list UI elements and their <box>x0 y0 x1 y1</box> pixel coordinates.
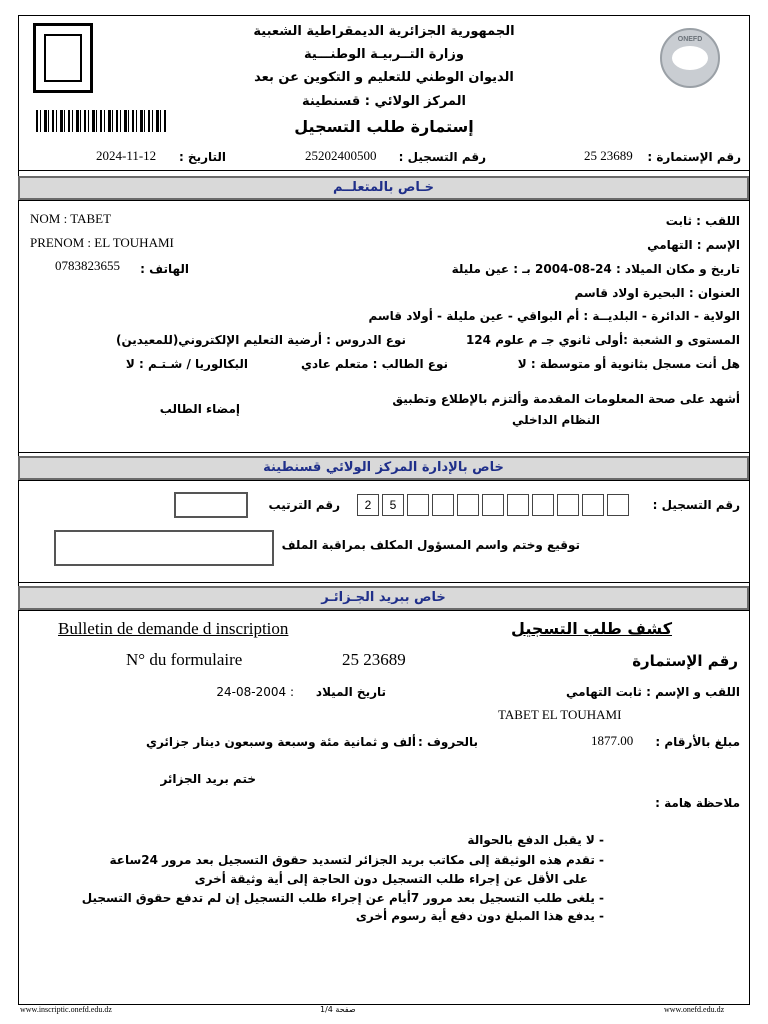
admin-section-header: خاص بالإدارة المركز الولائي قسنطينة <box>18 456 749 480</box>
footer-page-number: صفحة 1/4 <box>320 1005 356 1014</box>
nom-latin: NOM : TABET <box>30 211 112 226</box>
firstname-field: الإسم : التهامي <box>647 238 740 252</box>
note-item: - لا يقبل الدفع بالحوالة <box>467 833 604 847</box>
post-stamp-label: ختم بريد الجزائر <box>160 772 256 786</box>
phone-value: 0783823655 <box>55 258 120 273</box>
registration-cell[interactable] <box>507 494 529 516</box>
bac-field: البكالوريا / شـتـم : لا <box>125 357 248 371</box>
form-title: إستمارة طلب التسجيل <box>294 117 474 136</box>
date-label: التاريخ : <box>178 150 226 164</box>
form-number-label-fr: N° du formulaire <box>126 650 243 669</box>
note-item: - يدفع هذا المبلغ دون دفع أية رسوم أخرى <box>355 909 604 923</box>
registration-cell[interactable] <box>557 494 579 516</box>
prenom-latin: PRENOM : EL TOUHAMI <box>30 235 174 250</box>
note-item: على الأقل عن إجراء طلب التسجيل دون الحاجة إلى أية وثيقة أخرى <box>194 872 588 886</box>
post-birth-label: تاريخ الميلاد <box>315 685 386 699</box>
amount-value: 1877.00 <box>591 733 634 748</box>
amount-letters: ألف و ثمانية مئة وسبعة وسبعون دينار جزائري <box>145 735 416 749</box>
registration-cell[interactable] <box>432 494 454 516</box>
republic-title: الجمهورية الجزائرية الديمقراطية الشعبية <box>253 24 515 39</box>
ministry-title: وزارة التــربيـة الوطنـــية <box>304 47 464 62</box>
rank-box[interactable] <box>174 492 248 518</box>
amount-letters-label: بالحروف : <box>417 735 478 749</box>
post-name-field: اللقب و الإسم : ثابت التهامي <box>566 685 740 699</box>
center-title: المركز الولائي : قسنطينة <box>302 94 466 109</box>
registration-cell[interactable] <box>607 494 629 516</box>
region-field: الولاية - الدائرة - البلديــة : أم البواقي - عين مليلة - أولاد قاسم <box>368 309 740 323</box>
registration-cell[interactable] <box>457 494 479 516</box>
registration-cell[interactable] <box>532 494 554 516</box>
post-birth-value: : 24-08-2004 <box>216 685 294 699</box>
office-title: الديوان الوطني للتعليم و التكوين عن بعد <box>254 70 514 85</box>
bulletin-title-ar: كشف طلب التسجيل <box>511 619 672 638</box>
form-number-label: رقم الإستمارة : <box>647 150 741 164</box>
course-type-field: نوع الدروس : أرضية التعليم الإلكتروني(للمعيدين) <box>115 333 406 347</box>
footer-right-url[interactable]: www.onefd.edu.dz <box>664 1005 725 1014</box>
registration-cell[interactable] <box>407 494 429 516</box>
footer-left-url[interactable]: www.inscriptic.onefd.edu.dz <box>20 1005 112 1014</box>
birth-field: تاريخ و مكان الميلاد : 24-08-2004 بـ : عين مليلة <box>451 262 740 276</box>
address-field: العنوان : البحيرة اولاد قاسم <box>574 286 740 300</box>
registration-cell[interactable] <box>582 494 604 516</box>
date-value: 2024-11-12 <box>96 148 157 163</box>
registration-number: 25202400500 <box>305 148 377 163</box>
important-note-label: ملاحظة هامة : <box>655 796 740 810</box>
officer-signature-label: توقيع وختم واسم المسؤول المكلف بمراقبة الملف <box>281 538 580 552</box>
officer-signature-box[interactable] <box>54 530 274 566</box>
onefd-logo: ONEFD <box>660 28 720 88</box>
student-signature-label: إمضاء الطالب <box>159 402 240 416</box>
learner-section-header: خـاص بالمتعلــم <box>18 176 749 200</box>
phone-label: الهاتف : <box>140 262 189 276</box>
note-item: - يلغى طلب التسجيل بعد مرور 7أيام عن إجراء طلب التسجيل إن لم تدفع حقوق التسجيل <box>81 891 604 905</box>
level-field: المستوى و الشعبة :أولى ثانوي جـ م علوم 124 <box>465 333 740 347</box>
form-number: 25 23689 <box>584 148 633 163</box>
photo-placeholder <box>33 23 93 93</box>
post-form-number: 25 23689 <box>342 650 406 669</box>
amount-label: مبلغ بالأرقام : <box>655 735 740 749</box>
declaration-line-2: النظام الداخلي <box>511 413 600 427</box>
note-item: - تقدم هذه الوثيقة إلى مكاتب بريد الجزائر لتسديد حقوق التسجيل بعد مرور 24ساعة <box>109 853 604 867</box>
registration-label: رقم التسجيل : <box>398 150 486 164</box>
enrolled-question: هل أنت مسجل بثانوية أو متوسطة : لا <box>517 357 740 371</box>
admin-registration-label: رقم التسجيل : <box>652 498 740 512</box>
registration-cells <box>357 494 643 518</box>
declaration-line-1: أشهد على صحة المعلومات المقدمة وألتزم بالإطلاع وتطبيق <box>392 392 740 406</box>
bulletin-title-fr: Bulletin de demande d inscription <box>58 619 289 638</box>
surname-field: اللقب : ثابت <box>665 214 740 228</box>
post-name-latin: TABET EL TOUHAMI <box>498 707 622 722</box>
barcode <box>36 110 168 132</box>
student-type-field: نوع الطالب : متعلم عادي <box>300 357 448 371</box>
registration-cell[interactable]: 2 <box>357 494 379 516</box>
registration-cell[interactable]: 5 <box>382 494 404 516</box>
form-number-label-ar: رقم الإستمارة <box>632 652 738 670</box>
rank-label: رقم الترتيب <box>268 498 340 512</box>
registration-cell[interactable] <box>482 494 504 516</box>
post-section-header: خاص ببريد الجـزائـر <box>18 586 749 610</box>
